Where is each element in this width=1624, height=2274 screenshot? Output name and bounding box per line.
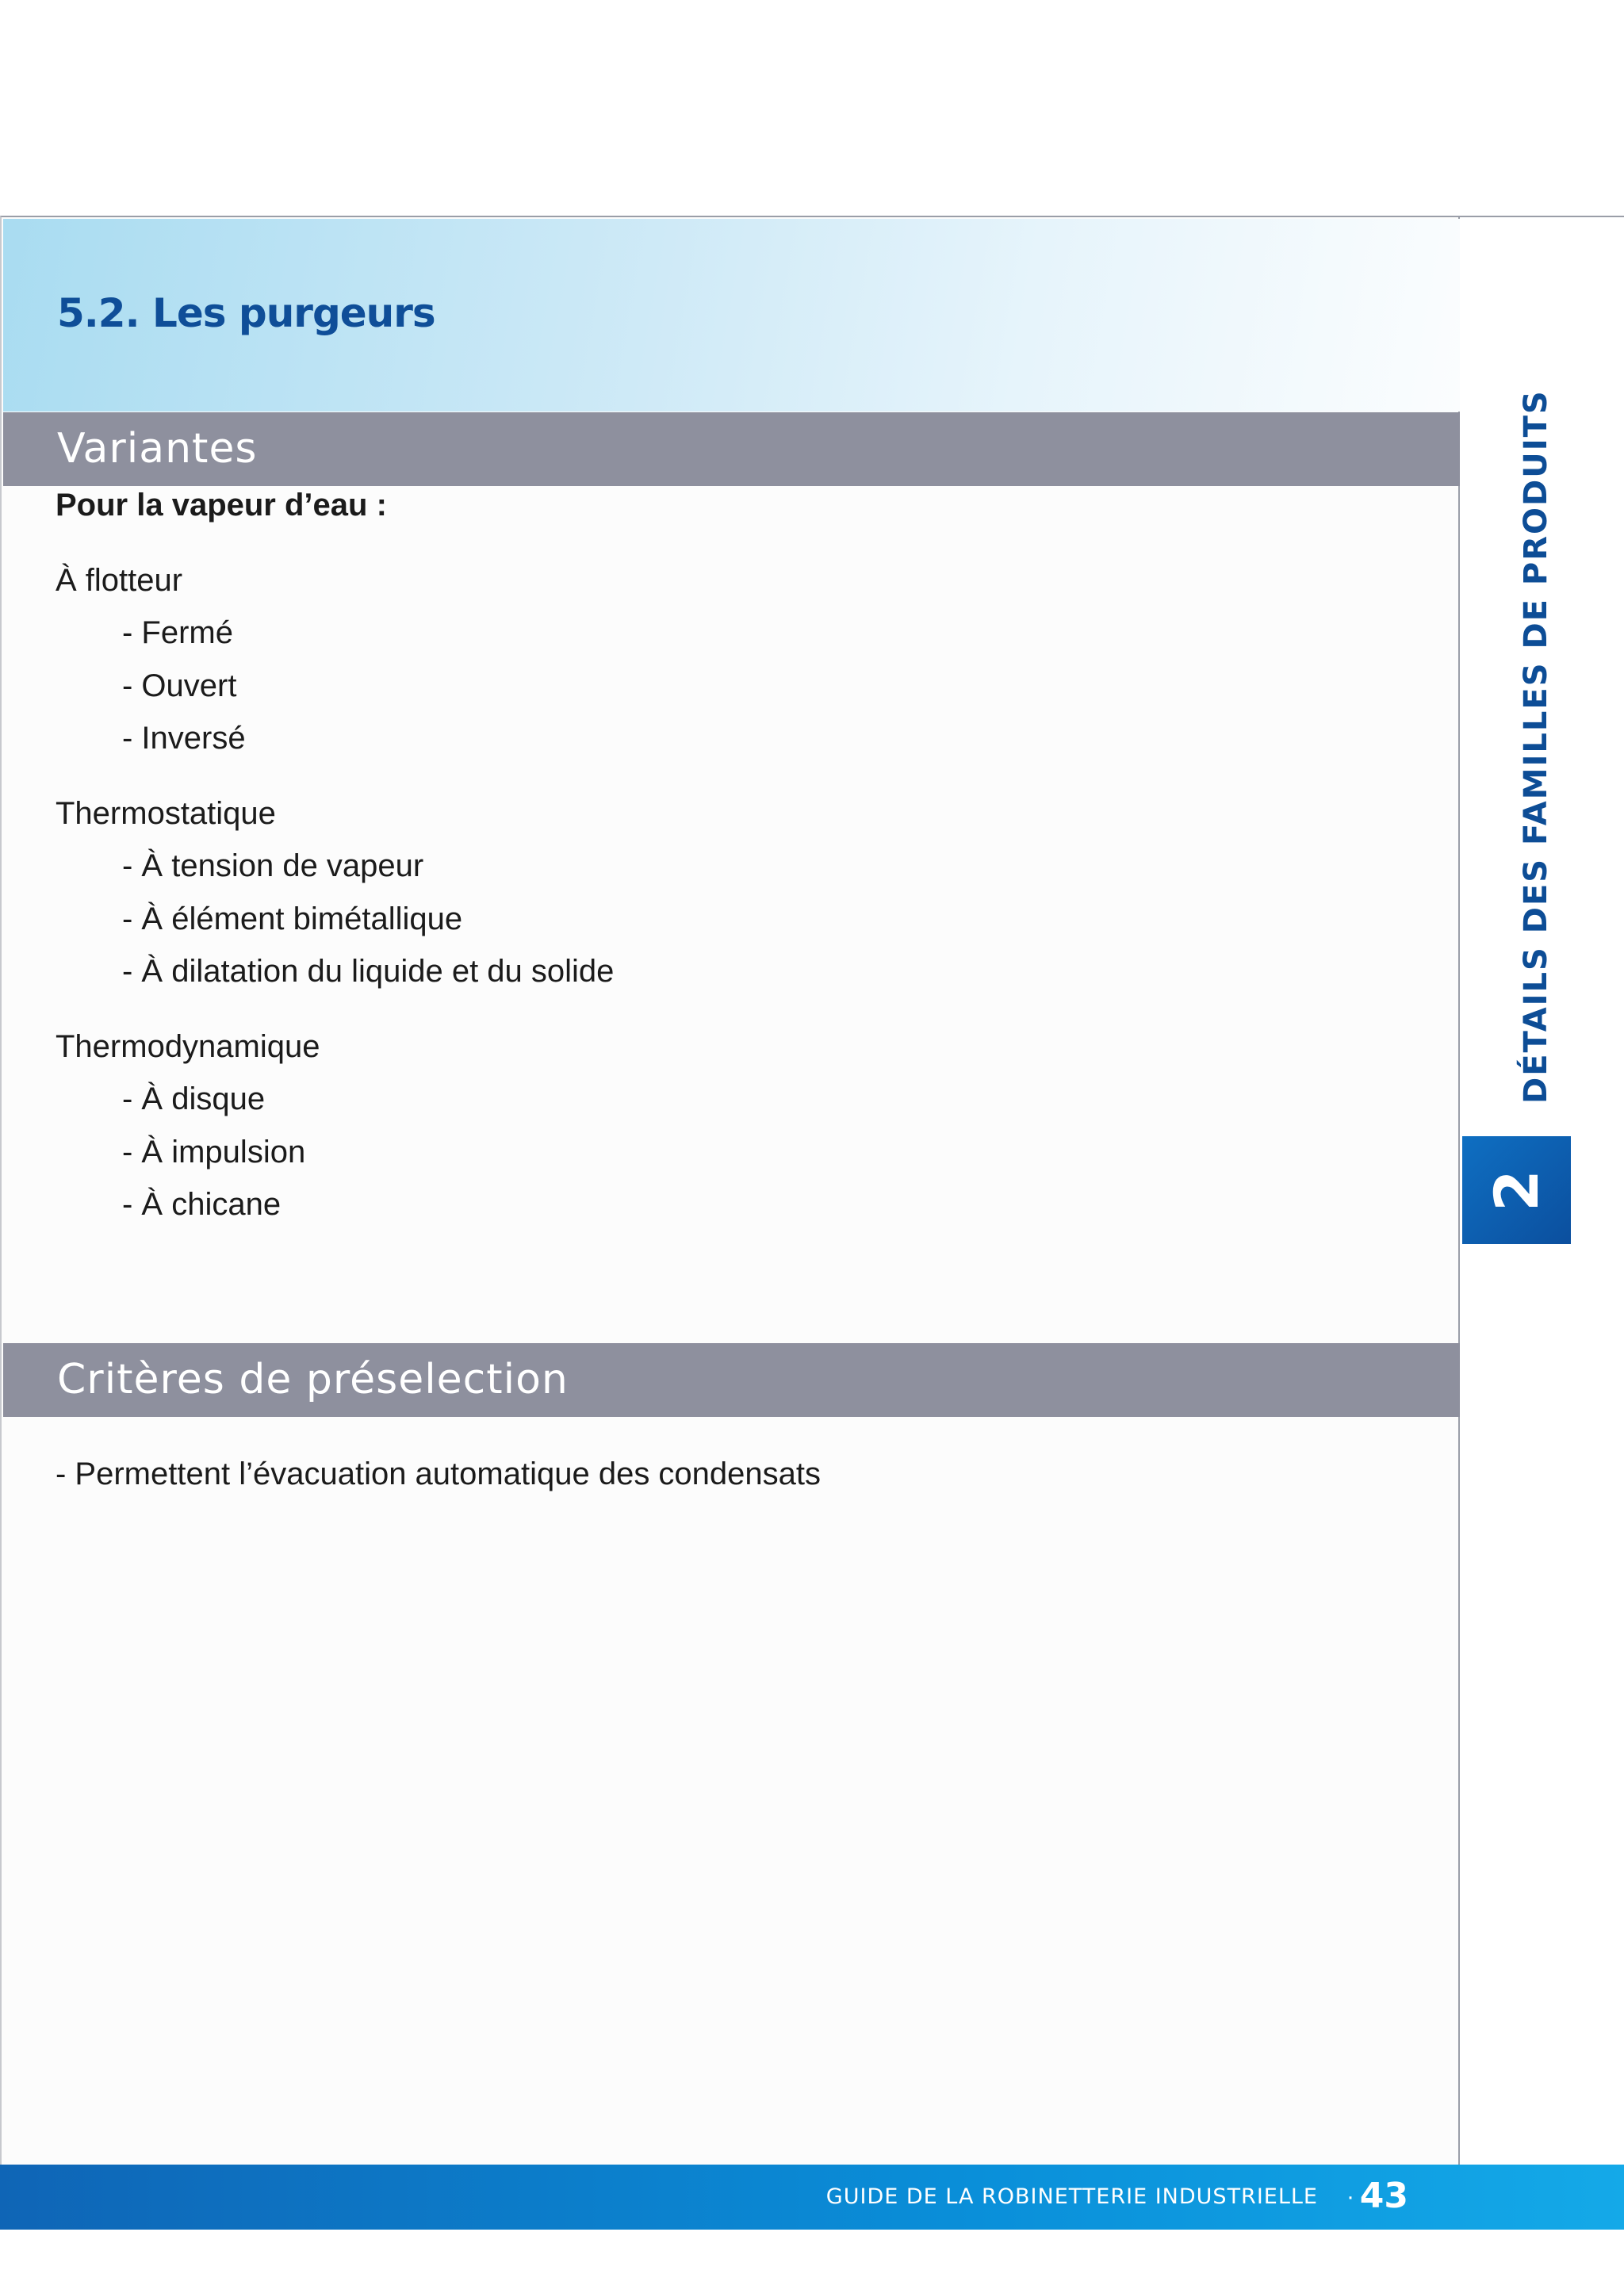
sidebar-divider [1460,216,1624,217]
section-title-variantes: Variantes [57,425,258,473]
variantes-content [56,479,614,1231]
variant-group [56,787,614,998]
page-footer [0,2165,1624,2230]
variantes-lead: Pour la vapeur d’eau : [56,488,387,523]
chapter-number-badge [1462,1136,1571,1244]
page-number: 43 [1359,2176,1408,2216]
title-band [3,219,1460,412]
footer-separator: · [1346,2184,1354,2210]
chapter-side-label: DÉTAILS DES FAMILLES DE PRODUITS [1518,389,1554,1104]
variant-group-title: Thermostatique [56,795,276,831]
list-item: - À tension de vapeur [122,848,424,883]
content-panel [0,216,1460,2165]
list-item: - Permettent l’évacuation automatique des condensats [56,1457,822,1491]
list-item: - À chicane [122,1187,282,1222]
list-item: - À dilatation du liquide et du solide [122,954,615,989]
list-item: - À impulsion [122,1134,306,1170]
section-header-variantes [3,412,1460,486]
variant-group [56,554,614,765]
chapter-number: 2 [1480,1169,1552,1212]
list-item: - À élément bimétallique [122,901,463,936]
section-title-criteres: Critères de préselection [57,1356,569,1403]
variant-group [56,1020,614,1231]
variant-group-title: Thermodynamique [56,1028,320,1064]
list-item: - À disque [122,1081,266,1116]
page-title: 5.2. Les purgeurs [57,290,435,336]
criteres-content [56,1448,821,1500]
list-item: - Fermé [122,615,233,650]
footer-title: GUIDE DE LA ROBINETTERIE INDUSTRIELLE [825,2184,1318,2209]
list-item: - Inversé [122,721,246,756]
list-item: - Ouvert [122,668,237,703]
variant-group-title: À flotteur [56,562,183,598]
section-header-criteres [3,1343,1460,1417]
